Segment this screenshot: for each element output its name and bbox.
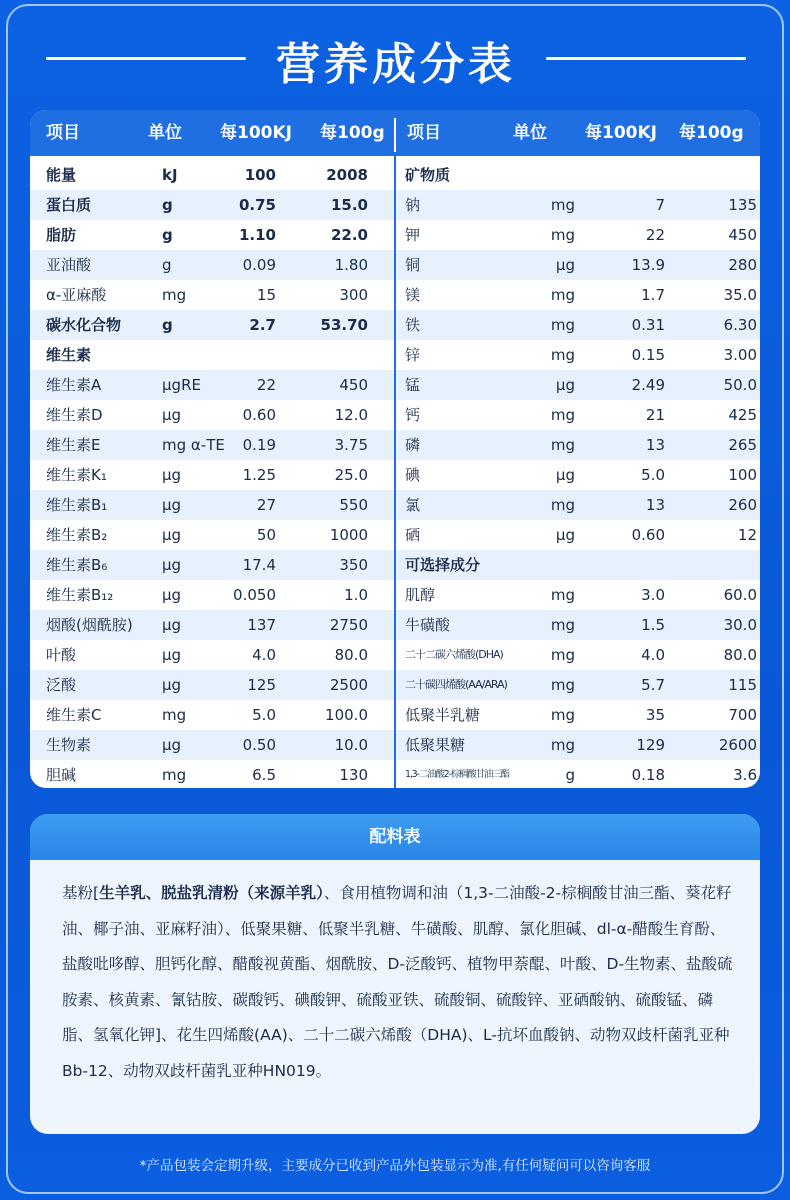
row-right-half [395, 610, 760, 640]
row-right-half [395, 280, 760, 310]
value-per-100g: 50.0 [723, 376, 757, 394]
nutrient-unit: g [565, 766, 575, 784]
row-right-half [395, 160, 760, 190]
value-per-100kj: 137 [247, 616, 276, 634]
nutrient-name: 铜 [405, 256, 421, 274]
value-per-100g: 260 [728, 496, 757, 514]
value-per-100g: 2500 [329, 676, 368, 694]
nutrient-unit: g [162, 196, 173, 214]
value-per-100kj: 5.7 [641, 676, 665, 694]
value-per-100kj: 1.25 [242, 466, 276, 484]
row-right-half [395, 490, 760, 520]
value-per-100kj: 5.0 [252, 706, 276, 724]
nutrient-unit: mg [550, 616, 575, 634]
nutrient-unit: mg [550, 196, 575, 214]
nutrient-unit: mg [162, 766, 187, 784]
nutrient-name: 1,3-二油酸2-棕榈酸甘油三酯 [405, 769, 509, 780]
row-right-half [395, 460, 760, 490]
title-banner [0, 24, 790, 94]
value-per-100kj: 35 [645, 706, 665, 724]
nutrient-unit: μg [555, 256, 575, 274]
nutrient-unit: g [162, 256, 172, 274]
nutrient-name: 碳水化合物 [46, 316, 122, 334]
row-left-half [30, 490, 395, 520]
nutrient-unit: μg [162, 496, 182, 514]
value-per-100g: 450 [339, 376, 368, 394]
row-left-half [30, 400, 395, 430]
row-right-half [395, 310, 760, 340]
row-left-half [30, 220, 395, 250]
nutrient-name: 低聚半乳糖 [405, 706, 481, 724]
value-per-100kj: 13.9 [631, 256, 665, 274]
row-left-half [30, 460, 395, 490]
value-per-100g: 80.0 [334, 646, 368, 664]
row-right-half [395, 550, 760, 580]
header-per100kj: 每100KJ [585, 123, 657, 143]
title-line-left [46, 57, 246, 60]
nutrient-name: 维生素A [46, 376, 102, 394]
value-per-100kj: 1.7 [641, 286, 665, 304]
nutrient-unit: mg [550, 676, 575, 694]
value-per-100g: 280 [728, 256, 757, 274]
value-per-100g: 300 [339, 286, 368, 304]
value-per-100g: 1.0 [344, 586, 368, 604]
nutrient-name: 胆碱 [46, 766, 77, 784]
value-per-100g: 425 [728, 406, 757, 424]
nutrient-name: 蛋白质 [46, 196, 92, 214]
value-per-100kj: 4.0 [641, 646, 665, 664]
nutrient-unit: μg [555, 526, 575, 544]
value-per-100kj: 15 [256, 286, 276, 304]
row-left-half [30, 430, 395, 460]
row-right-half [395, 670, 760, 700]
nutrient-unit: μg [162, 676, 182, 694]
value-per-100kj: 0.15 [631, 346, 665, 364]
header-unit: 单位 [513, 123, 547, 143]
row-right-half [395, 760, 760, 788]
value-per-100g: 3.75 [334, 436, 368, 454]
row-left-half [30, 310, 395, 340]
value-per-100kj: 3.0 [641, 586, 665, 604]
value-per-100kj: 1.5 [641, 616, 665, 634]
value-per-100g: 130 [339, 766, 368, 784]
value-per-100g: 1000 [329, 526, 368, 544]
nutrition-table [30, 110, 760, 788]
nutrient-unit: mg [550, 496, 575, 514]
value-per-100kj: 7 [655, 196, 665, 214]
row-right-half [395, 250, 760, 280]
value-per-100kj: 5.0 [641, 466, 665, 484]
header-per100kj: 每100KJ [220, 123, 292, 143]
value-per-100g: 135 [728, 196, 757, 214]
nutrient-name: 锰 [405, 376, 421, 394]
nutrient-name: 维生素B₆ [46, 556, 108, 574]
nutrient-unit: μg [555, 376, 575, 394]
nutrient-unit: mg [162, 286, 187, 304]
nutrient-unit: mg [550, 586, 575, 604]
nutrient-unit: μg [162, 526, 182, 544]
value-per-100g: 6.30 [723, 316, 757, 334]
value-per-100kj: 0.60 [631, 526, 665, 544]
row-left-half [30, 550, 395, 580]
row-left-half [30, 520, 395, 550]
nutrient-unit: μg [162, 736, 182, 754]
nutrient-unit: g [162, 316, 173, 334]
value-per-100g: 3.00 [723, 346, 757, 364]
nutrient-name: 碘 [405, 466, 421, 484]
row-right-half [395, 430, 760, 460]
nutrient-name: 二十二碳六烯酸(DHA) [405, 648, 503, 661]
row-left-half [30, 160, 395, 190]
value-per-100g: 350 [339, 556, 368, 574]
value-per-100kj: 129 [636, 736, 665, 754]
value-per-100g: 450 [728, 226, 757, 244]
value-per-100kj: 4.0 [252, 646, 276, 664]
value-per-100g: 115 [728, 676, 757, 694]
nutrient-unit: mg [550, 406, 575, 424]
row-right-half [395, 370, 760, 400]
nutrient-name: 亚油酸 [46, 256, 92, 274]
nutrient-unit: mg [550, 316, 575, 334]
nutrient-unit: μg [555, 466, 575, 484]
value-per-100kj: 2.7 [249, 316, 276, 334]
row-right-half [395, 340, 760, 370]
value-per-100kj: 50 [256, 526, 276, 544]
column-divider [394, 156, 396, 788]
nutrient-unit: mg [550, 646, 575, 664]
value-per-100kj: 0.19 [242, 436, 276, 454]
header-item: 项目 [407, 123, 441, 143]
header-per100g: 每100g [320, 123, 385, 143]
row-right-half [395, 640, 760, 670]
nutrient-name: 维生素E [46, 436, 101, 454]
table-header [30, 110, 760, 156]
header-left [30, 110, 395, 156]
nutrient-name: 氯 [405, 496, 421, 514]
value-per-100kj: 125 [247, 676, 276, 694]
nutrient-unit: mg [550, 736, 575, 754]
nutrient-name: 锌 [405, 346, 421, 364]
value-per-100g: 22.0 [330, 226, 368, 244]
nutrient-unit: mg α-TE [162, 436, 225, 454]
page-title: 营养成分表 [276, 39, 516, 90]
nutrient-unit: mg [162, 706, 187, 724]
value-per-100g: 25.0 [334, 466, 368, 484]
nutrient-name: 维生素K₁ [46, 466, 107, 484]
value-per-100kj: 0.050 [233, 586, 276, 604]
value-per-100g: 2600 [718, 736, 757, 754]
row-right-half [395, 700, 760, 730]
nutrient-name: 生物素 [46, 736, 92, 754]
value-per-100g: 700 [728, 706, 757, 724]
nutrient-unit: mg [550, 436, 575, 454]
nutrient-unit: μg [162, 556, 182, 574]
nutrient-name: 维生素B₁₂ [46, 586, 114, 604]
value-per-100g: 2008 [326, 166, 368, 184]
value-per-100g: 12 [737, 526, 757, 544]
value-per-100kj: 0.75 [238, 196, 276, 214]
value-per-100kj: 0.09 [242, 256, 276, 274]
nutrient-unit: kJ [162, 166, 178, 184]
header-unit: 单位 [148, 123, 182, 143]
row-left-half [30, 190, 395, 220]
nutrient-unit: μg [162, 586, 182, 604]
row-left-half [30, 250, 395, 280]
row-left-half [30, 730, 395, 760]
value-per-100g: 100.0 [325, 706, 368, 724]
ingredients-bold: 生羊乳、脱盐乳清粉（来源羊乳） [99, 884, 324, 902]
row-left-half [30, 280, 395, 310]
nutrient-name: 维生素 [46, 346, 92, 364]
nutrient-name: α-亚麻酸 [46, 286, 107, 304]
nutrient-name: 能量 [46, 166, 77, 184]
nutrient-name: 镁 [405, 286, 421, 304]
row-right-half [395, 730, 760, 760]
nutrient-name: 矿物质 [405, 166, 451, 184]
value-per-100g: 10.0 [334, 736, 368, 754]
nutrient-name: 磷 [405, 436, 421, 454]
value-per-100g: 53.70 [320, 316, 368, 334]
value-per-100g: 1.80 [334, 256, 368, 274]
value-per-100g: 30.0 [723, 616, 757, 634]
value-per-100kj: 17.4 [242, 556, 276, 574]
value-per-100g: 12.0 [334, 406, 368, 424]
row-left-half [30, 610, 395, 640]
ingredients-title: 配料表 [30, 814, 760, 860]
nutrient-unit: mg [550, 286, 575, 304]
ingredients-text [62, 876, 738, 1089]
value-per-100kj: 0.18 [631, 766, 665, 784]
title-line-right [546, 57, 746, 60]
row-right-half [395, 190, 760, 220]
value-per-100kj: 0.31 [631, 316, 665, 334]
ingredients-rest: 、食用植物调和油（1,3-二油酸-2-棕榈酸甘油三酯、葵花籽油、椰子油、亚麻籽油）、低聚果糖、低聚半乳糖、牛磺酸、肌醇、氯化胆碱、dl-α-醋酸生育酚、盐酸吡哆醇、胆钙化醇、醋酸视黄酯、烟酰胺、D-泛酸钙、植物甲萘醌、叶酸、D-生物素、盐酸硫胺素、核黄素、氰钴胺、碳酸钙、碘酸钾、硫酸亚铁、硫酸铜、硫酸锌、亚硒酸钠、硫酸锰、磷脂、氢氧化钾]、花生四烯酸(AA)、二十二碳六烯酸（DHA)、L-抗坏血酸钠、动物双歧杆菌乳亚种Bb-12、动物双歧杆菌乳亚种HN019。 [62, 884, 733, 1080]
nutrient-name: 二十碳四烯酸(AA/ARA) [405, 678, 507, 691]
nutrient-unit: μg [162, 616, 182, 634]
footnote: *产品包装会定期升级，主要成分已收到产品外包装显示为准,有任何疑问可以咨询客服 [139, 1158, 651, 1174]
nutrient-name: 钠 [405, 196, 421, 214]
ingredients-card [30, 814, 760, 1134]
nutrient-name: 铁 [405, 316, 421, 334]
nutrient-name: 维生素D [46, 406, 103, 424]
nutrient-unit: mg [550, 226, 575, 244]
header-right [395, 110, 760, 156]
row-right-half [395, 400, 760, 430]
value-per-100g: 60.0 [723, 586, 757, 604]
nutrient-name: 叶酸 [46, 646, 77, 664]
row-left-half [30, 640, 395, 670]
nutrient-unit: μgRE [162, 376, 201, 394]
nutrient-name: 维生素B₁ [46, 496, 108, 514]
nutrient-name: 硒 [405, 526, 421, 544]
value-per-100g: 80.0 [723, 646, 757, 664]
nutrient-unit: μg [162, 406, 182, 424]
value-per-100kj: 21 [645, 406, 665, 424]
row-left-half [30, 700, 395, 730]
header-per100g: 每100g [679, 123, 744, 143]
nutrient-name: 肌醇 [405, 586, 436, 604]
value-per-100g: 35.0 [723, 286, 757, 304]
value-per-100kj: 22 [256, 376, 276, 394]
nutrient-name: 烟酸(烟酰胺) [46, 616, 133, 634]
nutrient-name: 脂肪 [46, 226, 77, 244]
row-left-half [30, 760, 395, 788]
nutrient-name: 牛磺酸 [405, 616, 451, 634]
value-per-100kj: 100 [244, 166, 276, 184]
value-per-100kj: 0.50 [242, 736, 276, 754]
nutrient-name: 钾 [405, 226, 421, 244]
value-per-100g: 15.0 [330, 196, 368, 214]
nutrient-unit: mg [550, 706, 575, 724]
nutrient-name: 维生素B₂ [46, 526, 108, 544]
value-per-100kj: 27 [256, 496, 276, 514]
value-per-100g: 100 [728, 466, 757, 484]
value-per-100kj: 22 [645, 226, 665, 244]
nutrient-unit: μg [162, 646, 182, 664]
row-right-half [395, 580, 760, 610]
value-per-100kj: 13 [645, 496, 665, 514]
value-per-100g: 265 [728, 436, 757, 454]
nutrient-name: 泛酸 [46, 676, 77, 694]
row-left-half [30, 670, 395, 700]
nutrient-name: 低聚果糖 [405, 736, 466, 754]
value-per-100g: 3.6 [733, 766, 757, 784]
value-per-100kj: 2.49 [631, 376, 665, 394]
nutrient-name: 维生素C [46, 706, 102, 724]
value-per-100kj: 6.5 [252, 766, 276, 784]
nutrient-unit: g [162, 226, 173, 244]
nutrient-name: 可选择成分 [405, 556, 481, 574]
row-left-half [30, 340, 395, 370]
row-right-half [395, 520, 760, 550]
value-per-100g: 2750 [329, 616, 368, 634]
header-item: 项目 [46, 123, 80, 143]
nutrient-unit: μg [162, 466, 182, 484]
ingredients-prefix: 基粉[ [62, 884, 100, 902]
row-left-half [30, 580, 395, 610]
value-per-100g: 550 [339, 496, 368, 514]
nutrient-unit: mg [550, 346, 575, 364]
value-per-100kj: 1.10 [238, 226, 276, 244]
value-per-100kj: 13 [645, 436, 665, 454]
row-left-half [30, 370, 395, 400]
value-per-100kj: 0.60 [242, 406, 276, 424]
row-right-half [395, 220, 760, 250]
nutrient-name: 钙 [405, 406, 421, 424]
